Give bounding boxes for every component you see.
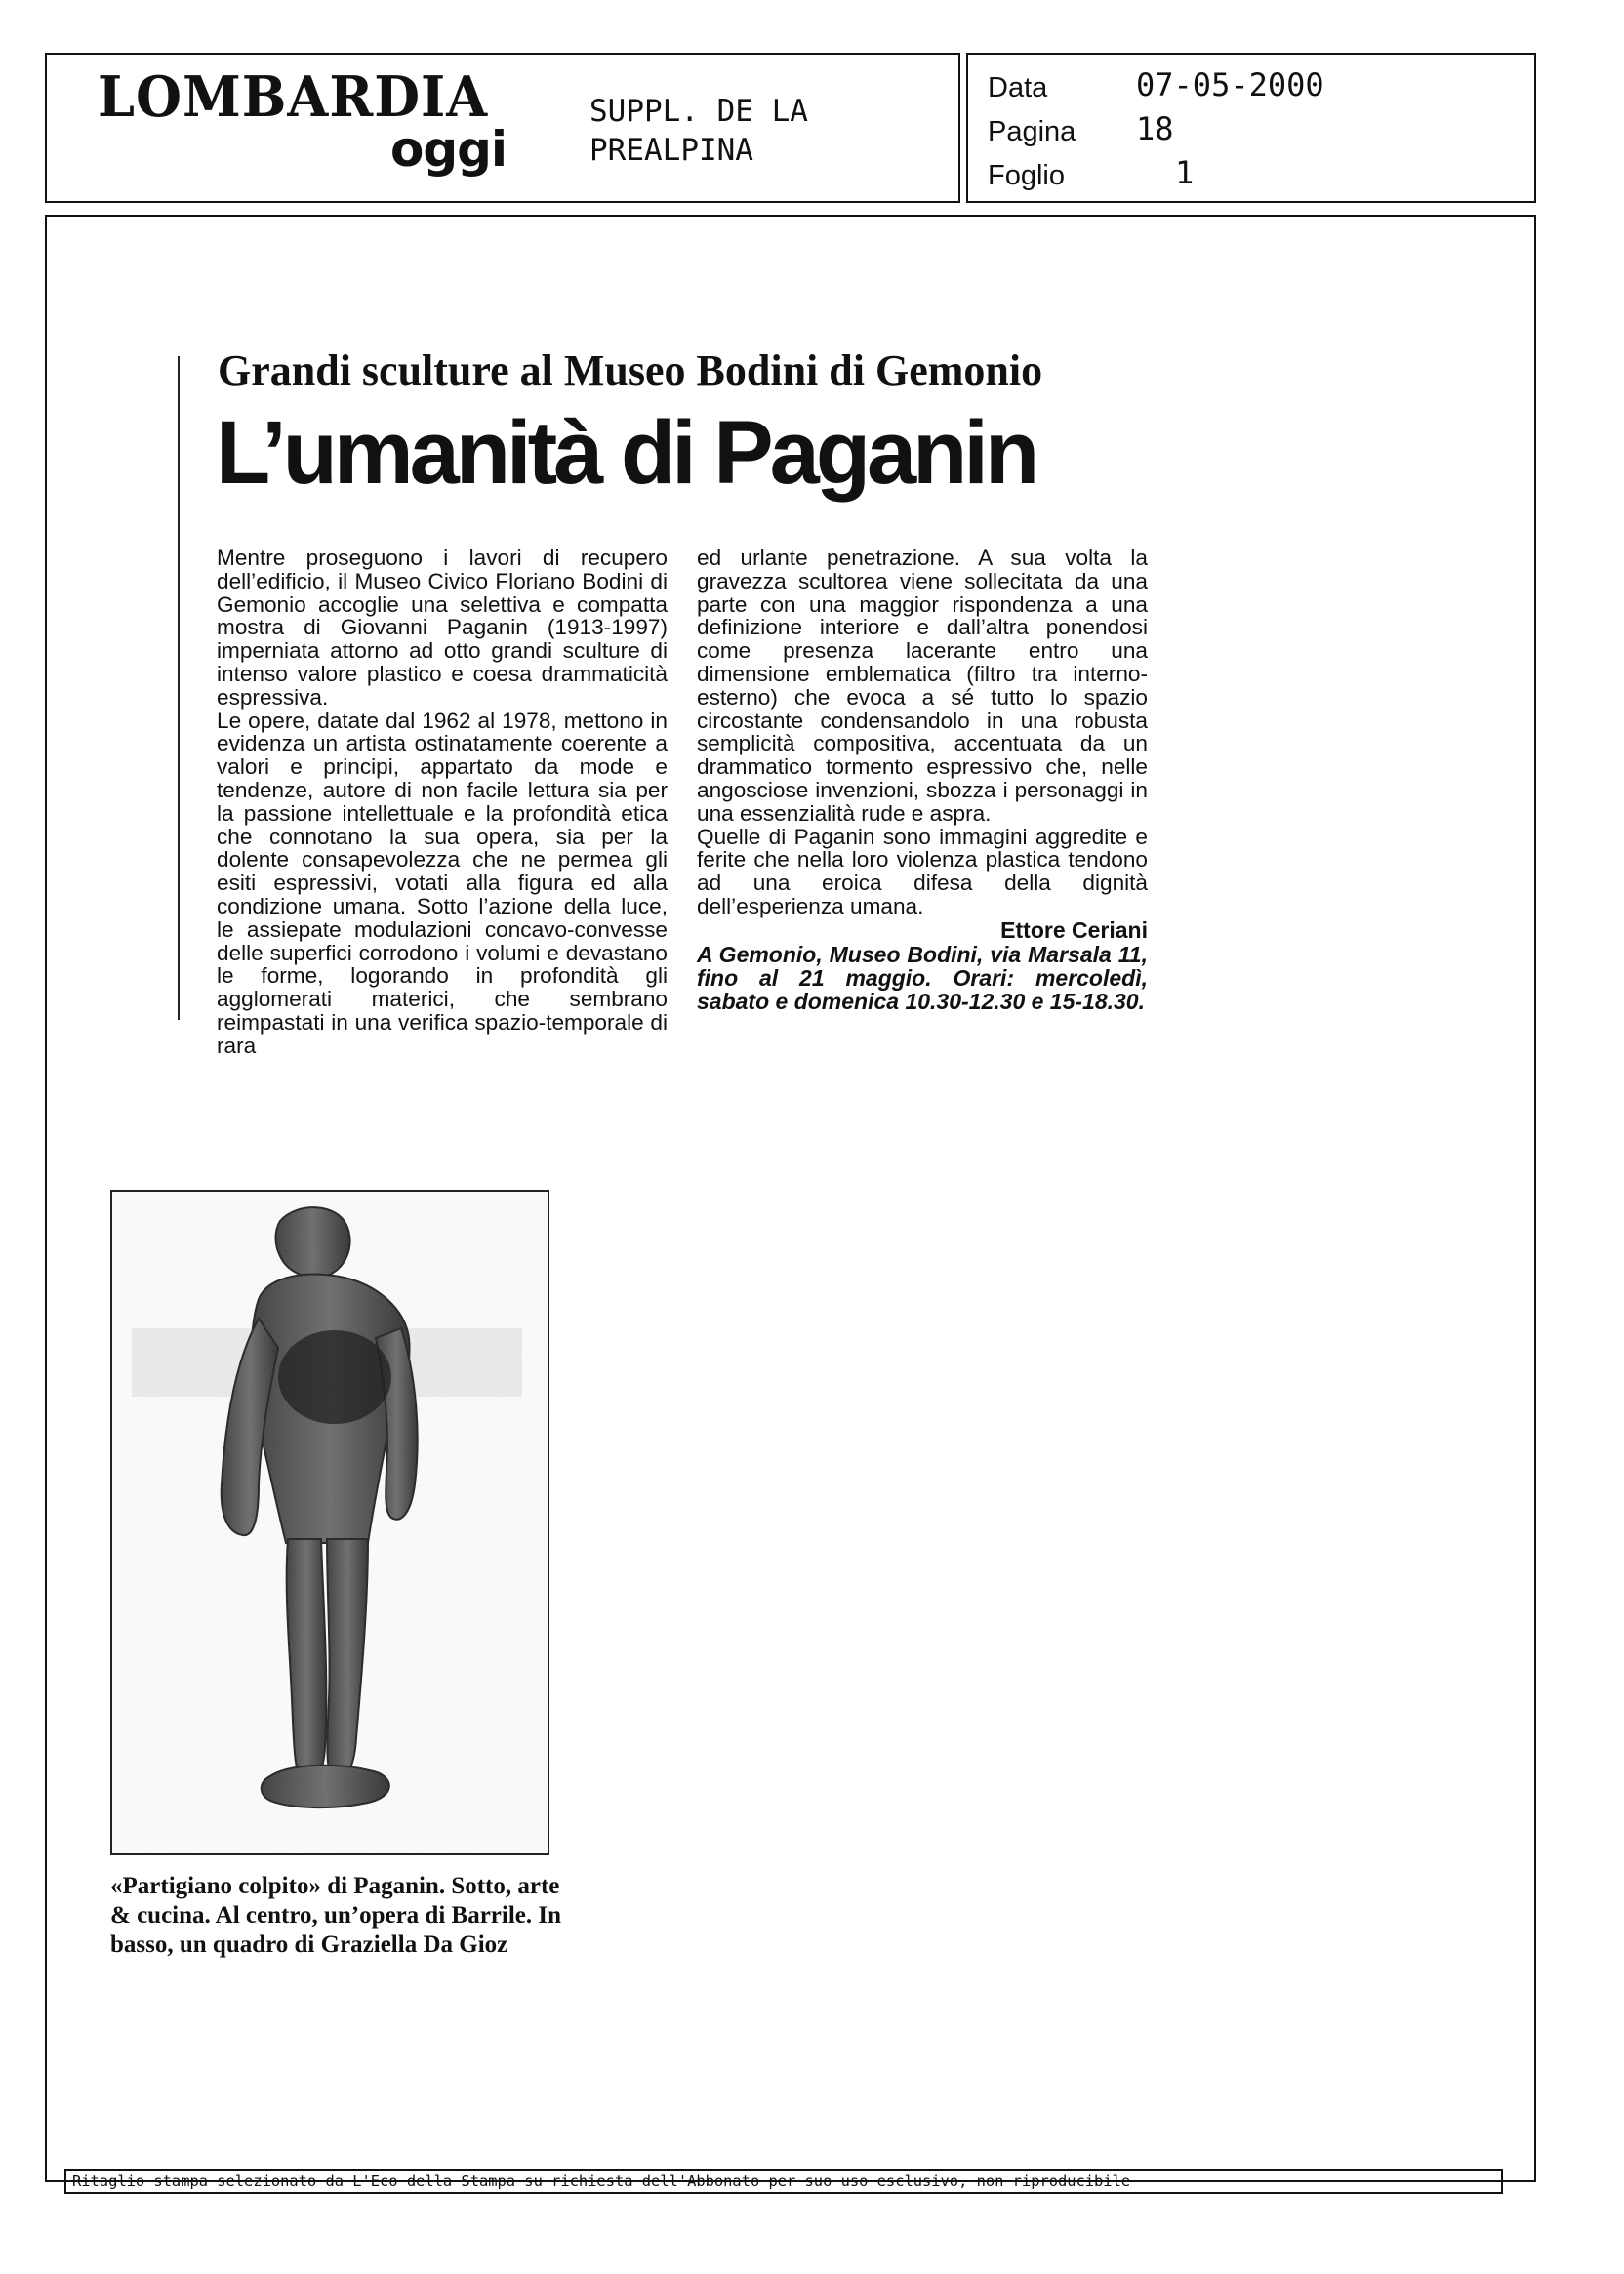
supplement-line-1: SUPPL. DE LA: [589, 94, 808, 129]
article-headline: L’umanità di Paganin: [216, 403, 1036, 503]
clipping-meta-box: [966, 53, 1536, 203]
article-kicker: Grandi sculture al Museo Bodini di Gemonio: [218, 346, 1043, 394]
meta-row-page: [988, 110, 1515, 149]
meta-row-sheet: [988, 154, 1515, 193]
article-byline: Ettore Ceriani: [1000, 916, 1148, 943]
masthead-title: LOMBARDIA: [98, 63, 489, 130]
sculpture-figure-image: [112, 1192, 548, 1853]
meta-row-date: [988, 66, 1515, 105]
supplement-line-2: PREALPINA: [589, 133, 753, 168]
paragraph: Mentre proseguono i lavori di recupero dell’edificio, il Museo Civico Floriano Bodini di Gemonio accoglie una selettiva e compatta mostra di Giovanni Paganin (1913-1997) imperniata attorno ad otto grandi sculture di intenso valore plastico e coesa drammaticità espressiva.: [217, 546, 668, 710]
supplement-label: [589, 92, 921, 170]
meta-label: Foglio: [988, 160, 1065, 191]
paragraph: ed urlante penetrazione. A sua volta la gravezza scultorea viene sollecitata da una parte con una maggior rispondenza a una definizione interiore e dall’altra ponendosi come presenza lacerante entro una dimensione emblematica (filtro tra interno-esterno) che evoca a sé tutto lo spazio circostante condensandolo in una robusta semplicità compositiva, accentuata da un drammatico tormento espressivo che, nelle angosciose invenzioni, sbozza i personaggi in una essenzialità rude e aspra.: [697, 546, 1148, 826]
masthead-box: [45, 53, 960, 203]
paragraph: Quelle di Paganin sono immagini aggredite e ferite che nella loro violenza plastica tendono ad una eroica difesa della dignità dell’esperienza umana.: [697, 824, 1148, 918]
meta-label: Data: [988, 72, 1048, 103]
masthead-subtitle: oggi: [390, 121, 508, 178]
meta-value: 1: [1175, 154, 1195, 191]
column-rule: [178, 356, 180, 1020]
photo-caption: «Partigiano colpito» di Paganin. Sotto, arte & cucina. Al centro, un’opera di Barrile. In basso, un quadro di Graziella Da Gioz: [110, 1873, 562, 1958]
exhibition-info: A Gemonio, Museo Bodini, via Marsala 11, fino al 21 maggio. Orari: mercoledì, sabato e domenica 10.30-12.30 e 15-18.30.: [697, 941, 1148, 1014]
reproduction-notice: Ritaglio stampa selezionato da L'Eco della Stampa su richiesta dell'Abbonato per suo uso esclusivo, non riproducibile: [64, 2169, 1503, 2194]
meta-label: Pagina: [988, 116, 1076, 147]
sculpture-photo: [110, 1190, 549, 1855]
meta-value: 18: [1136, 110, 1174, 147]
article-column-1: [217, 547, 668, 1058]
paragraph: Le opere, datate dal 1962 al 1978, mettono in evidenza un artista ostinatamente coerente a valori e principi, appartato da mode e tendenze, autore di non facile lettura sia per la passione intellettuale e la profondità etica che connotano la sua opera, sia per la dolente consapevolezza che ne permea gli esiti espressivi, votati alla figura ed alla condizione umana. Sotto l’azione della luce, le assiepate modulazioni concavo-convesse delle superfici corrodono i volumi e devastano le forme, logorando in profondità gli agglomerati materici, che sembrano reimpastati in una verifica spazio-temporale di rara: [217, 708, 668, 1058]
meta-value: 07-05-2000: [1136, 66, 1324, 103]
article-column-2: [697, 547, 1148, 1013]
